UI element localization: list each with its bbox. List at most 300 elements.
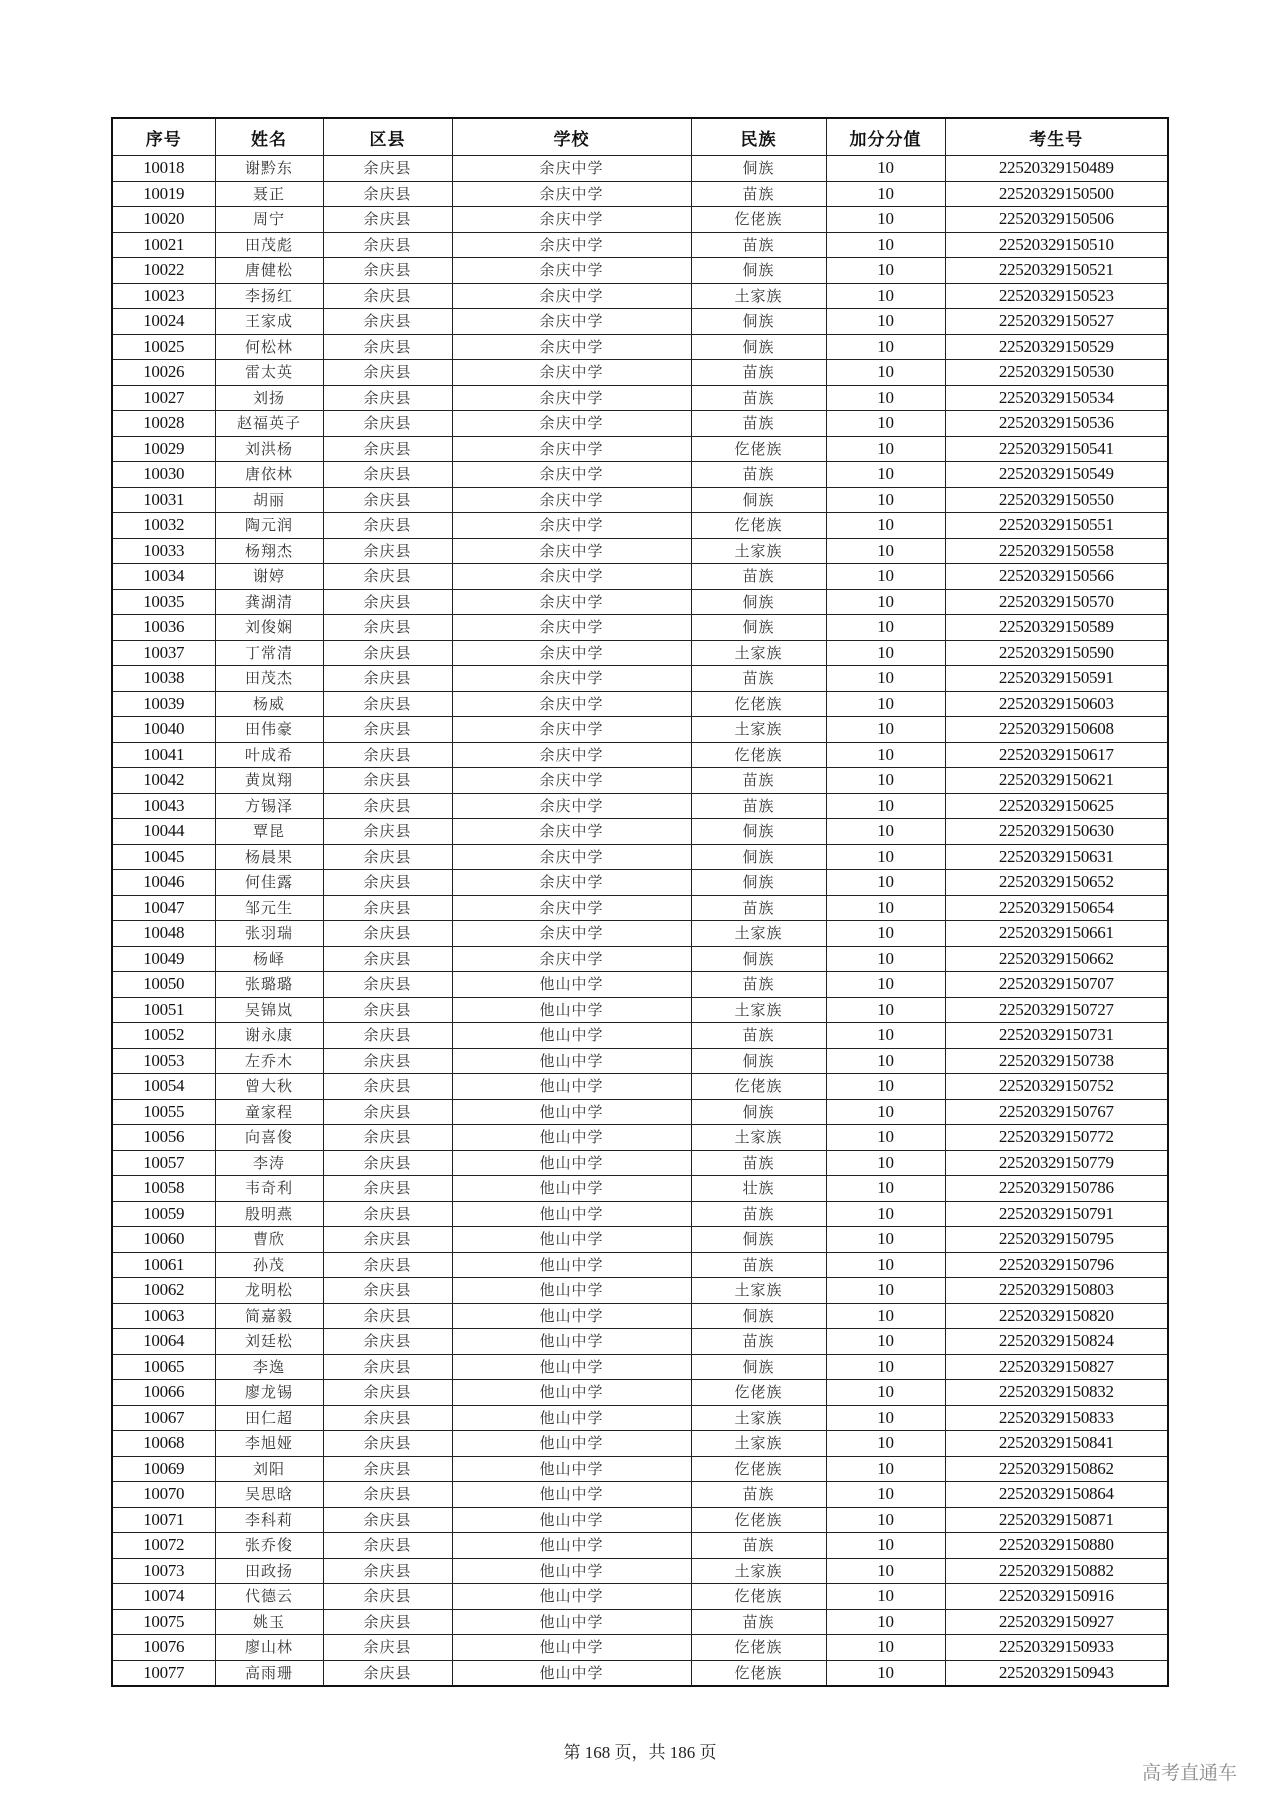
cell-name: 张璐璐: [215, 972, 323, 998]
cell-school: 余庆中学: [452, 436, 691, 462]
cell-bonus-points: 10: [826, 564, 945, 590]
header-bonus-points: 加分分值: [826, 118, 945, 156]
table-body: [112, 156, 1168, 1687]
cell-bonus-points: 10: [826, 768, 945, 794]
cell-county: 余庆县: [323, 1533, 452, 1559]
cell-ethnicity: 土家族: [691, 283, 826, 309]
table-row: [112, 1354, 1168, 1380]
cell-exam-id: 22520329150591: [945, 666, 1168, 692]
cell-name: 雷太英: [215, 360, 323, 386]
cell-name: 田茂彪: [215, 232, 323, 258]
cell-school: 他山中学: [452, 1533, 691, 1559]
cell-exam-id: 22520329150933: [945, 1635, 1168, 1661]
cell-name: 田仁超: [215, 1405, 323, 1431]
cell-name: 李科莉: [215, 1507, 323, 1533]
cell-serial: 10029: [112, 436, 215, 462]
cell-serial: 10057: [112, 1150, 215, 1176]
cell-exam-id: 22520329150796: [945, 1252, 1168, 1278]
table-row: [112, 1609, 1168, 1635]
table-row: [112, 793, 1168, 819]
cell-exam-id: 22520329150590: [945, 640, 1168, 666]
cell-bonus-points: 10: [826, 283, 945, 309]
cell-school: 余庆中学: [452, 487, 691, 513]
cell-ethnicity: 土家族: [691, 640, 826, 666]
table-row: [112, 385, 1168, 411]
cell-ethnicity: 壮族: [691, 1176, 826, 1202]
cell-name: 童家程: [215, 1099, 323, 1125]
cell-name: 陶元润: [215, 513, 323, 539]
cell-exam-id: 22520329150661: [945, 921, 1168, 947]
cell-exam-id: 22520329150882: [945, 1558, 1168, 1584]
table-row: [112, 1584, 1168, 1610]
cell-ethnicity: 侗族: [691, 819, 826, 845]
cell-serial: 10042: [112, 768, 215, 794]
cell-school: 余庆中学: [452, 258, 691, 284]
cell-name: 邹元生: [215, 895, 323, 921]
table-row: [112, 691, 1168, 717]
cell-name: 唐健松: [215, 258, 323, 284]
cell-exam-id: 22520329150549: [945, 462, 1168, 488]
cell-serial: 10019: [112, 181, 215, 207]
cell-name: 何松林: [215, 334, 323, 360]
cell-school: 他山中学: [452, 1150, 691, 1176]
cell-county: 余庆县: [323, 819, 452, 845]
cell-county: 余庆县: [323, 1380, 452, 1406]
cell-exam-id: 22520329150489: [945, 156, 1168, 182]
cell-bonus-points: 10: [826, 1456, 945, 1482]
table-row: [112, 997, 1168, 1023]
cell-bonus-points: 10: [826, 1354, 945, 1380]
cell-exam-id: 22520329150630: [945, 819, 1168, 845]
cell-county: 余庆县: [323, 334, 452, 360]
cell-county: 余庆县: [323, 1023, 452, 1049]
cell-name: 代德云: [215, 1584, 323, 1610]
cell-serial: 10054: [112, 1074, 215, 1100]
table-row: [112, 564, 1168, 590]
table-row: [112, 844, 1168, 870]
cell-name: 简嘉毅: [215, 1303, 323, 1329]
cell-school: 余庆中学: [452, 564, 691, 590]
cell-exam-id: 22520329150871: [945, 1507, 1168, 1533]
cell-ethnicity: 土家族: [691, 717, 826, 743]
table-row: [112, 1227, 1168, 1253]
cell-school: 他山中学: [452, 1431, 691, 1457]
table-row: [112, 538, 1168, 564]
cell-school: 余庆中学: [452, 283, 691, 309]
cell-exam-id: 22520329150795: [945, 1227, 1168, 1253]
table-row: [112, 1533, 1168, 1559]
cell-serial: 10031: [112, 487, 215, 513]
cell-serial: 10020: [112, 207, 215, 233]
cell-exam-id: 22520329150786: [945, 1176, 1168, 1202]
cell-exam-id: 22520329150727: [945, 997, 1168, 1023]
table-row: [112, 156, 1168, 182]
cell-serial: 10074: [112, 1584, 215, 1610]
cell-bonus-points: 10: [826, 921, 945, 947]
cell-county: 余庆县: [323, 1558, 452, 1584]
cell-school: 余庆中学: [452, 717, 691, 743]
cell-name: 廖龙锡: [215, 1380, 323, 1406]
header-exam-id: 考生号: [945, 118, 1168, 156]
cell-exam-id: 22520329150534: [945, 385, 1168, 411]
cell-serial: 10036: [112, 615, 215, 641]
cell-exam-id: 22520329150617: [945, 742, 1168, 768]
cell-school: 余庆中学: [452, 538, 691, 564]
cell-bonus-points: 10: [826, 513, 945, 539]
cell-exam-id: 22520329150500: [945, 181, 1168, 207]
cell-county: 余庆县: [323, 309, 452, 335]
table-row: [112, 258, 1168, 284]
cell-ethnicity: 侗族: [691, 615, 826, 641]
table-row: [112, 1303, 1168, 1329]
cell-serial: 10053: [112, 1048, 215, 1074]
cell-school: 他山中学: [452, 1227, 691, 1253]
cell-school: 他山中学: [452, 1074, 691, 1100]
cell-exam-id: 22520329150566: [945, 564, 1168, 590]
cell-name: 刘洪杨: [215, 436, 323, 462]
cell-school: 他山中学: [452, 1278, 691, 1304]
cell-name: 张羽瑞: [215, 921, 323, 947]
cell-ethnicity: 侗族: [691, 870, 826, 896]
cell-serial: 10063: [112, 1303, 215, 1329]
cell-serial: 10062: [112, 1278, 215, 1304]
table-row: [112, 309, 1168, 335]
cell-county: 余庆县: [323, 946, 452, 972]
cell-exam-id: 22520329150603: [945, 691, 1168, 717]
cell-county: 余庆县: [323, 921, 452, 947]
cell-bonus-points: 10: [826, 385, 945, 411]
cell-ethnicity: 侗族: [691, 946, 826, 972]
cell-serial: 10038: [112, 666, 215, 692]
cell-name: 龚湖清: [215, 589, 323, 615]
cell-bonus-points: 10: [826, 360, 945, 386]
cell-school: 余庆中学: [452, 946, 691, 972]
table-row: [112, 283, 1168, 309]
cell-name: 田伟豪: [215, 717, 323, 743]
cell-serial: 10026: [112, 360, 215, 386]
cell-exam-id: 22520329150738: [945, 1048, 1168, 1074]
cell-name: 刘阳: [215, 1456, 323, 1482]
cell-ethnicity: 土家族: [691, 921, 826, 947]
table-row: [112, 640, 1168, 666]
cell-serial: 10034: [112, 564, 215, 590]
cell-school: 他山中学: [452, 1176, 691, 1202]
cell-school: 他山中学: [452, 1584, 691, 1610]
cell-school: 他山中学: [452, 1507, 691, 1533]
cell-county: 余庆县: [323, 487, 452, 513]
cell-school: 余庆中学: [452, 411, 691, 437]
cell-ethnicity: 侗族: [691, 1227, 826, 1253]
table-row: [112, 717, 1168, 743]
cell-county: 余庆县: [323, 1635, 452, 1661]
cell-county: 余庆县: [323, 1227, 452, 1253]
cell-bonus-points: 10: [826, 538, 945, 564]
cell-bonus-points: 10: [826, 1099, 945, 1125]
cell-bonus-points: 10: [826, 1482, 945, 1508]
cell-school: 余庆中学: [452, 360, 691, 386]
cell-exam-id: 22520329150621: [945, 768, 1168, 794]
cell-bonus-points: 10: [826, 1074, 945, 1100]
cell-serial: 10069: [112, 1456, 215, 1482]
cell-county: 余庆县: [323, 691, 452, 717]
cell-school: 他山中学: [452, 1380, 691, 1406]
cell-bonus-points: 10: [826, 1023, 945, 1049]
table-row: [112, 181, 1168, 207]
table-row: [112, 436, 1168, 462]
cell-county: 余庆县: [323, 1278, 452, 1304]
cell-serial: 10046: [112, 870, 215, 896]
table-row: [112, 615, 1168, 641]
cell-bonus-points: 10: [826, 436, 945, 462]
cell-school: 他山中学: [452, 1125, 691, 1151]
cell-county: 余庆县: [323, 997, 452, 1023]
cell-ethnicity: 苗族: [691, 666, 826, 692]
cell-serial: 10033: [112, 538, 215, 564]
cell-ethnicity: 苗族: [691, 360, 826, 386]
cell-county: 余庆县: [323, 436, 452, 462]
cell-county: 余庆县: [323, 615, 452, 641]
cell-name: 叶成希: [215, 742, 323, 768]
cell-bonus-points: 10: [826, 870, 945, 896]
cell-ethnicity: 土家族: [691, 1125, 826, 1151]
cell-county: 余庆县: [323, 1482, 452, 1508]
cell-exam-id: 22520329150862: [945, 1456, 1168, 1482]
cell-ethnicity: 苗族: [691, 972, 826, 998]
cell-serial: 10055: [112, 1099, 215, 1125]
table-row: [112, 742, 1168, 768]
table-row: [112, 1329, 1168, 1355]
cell-bonus-points: 10: [826, 844, 945, 870]
table-row: [112, 1201, 1168, 1227]
cell-exam-id: 22520329150523: [945, 283, 1168, 309]
cell-county: 余庆县: [323, 640, 452, 666]
cell-name: 孙茂: [215, 1252, 323, 1278]
cell-ethnicity: 侗族: [691, 156, 826, 182]
cell-bonus-points: 10: [826, 1048, 945, 1074]
cell-serial: 10068: [112, 1431, 215, 1457]
cell-ethnicity: 苗族: [691, 768, 826, 794]
cell-ethnicity: 仡佬族: [691, 1507, 826, 1533]
cell-exam-id: 22520329150608: [945, 717, 1168, 743]
cell-serial: 10049: [112, 946, 215, 972]
cell-name: 张乔俊: [215, 1533, 323, 1559]
cell-bonus-points: 10: [826, 207, 945, 233]
cell-bonus-points: 10: [826, 972, 945, 998]
cell-name: 田政扬: [215, 1558, 323, 1584]
cell-serial: 10041: [112, 742, 215, 768]
cell-name: 胡丽: [215, 487, 323, 513]
table-row: [112, 1252, 1168, 1278]
cell-serial: 10025: [112, 334, 215, 360]
cell-name: 王家成: [215, 309, 323, 335]
cell-bonus-points: 10: [826, 1405, 945, 1431]
cell-ethnicity: 仡佬族: [691, 691, 826, 717]
cell-school: 他山中学: [452, 1456, 691, 1482]
cell-bonus-points: 10: [826, 997, 945, 1023]
cell-ethnicity: 苗族: [691, 793, 826, 819]
cell-bonus-points: 10: [826, 156, 945, 182]
cell-school: 余庆中学: [452, 742, 691, 768]
cell-bonus-points: 10: [826, 1278, 945, 1304]
cell-ethnicity: 侗族: [691, 1354, 826, 1380]
cell-county: 余庆县: [323, 513, 452, 539]
cell-county: 余庆县: [323, 1507, 452, 1533]
cell-exam-id: 22520329150625: [945, 793, 1168, 819]
cell-serial: 10037: [112, 640, 215, 666]
cell-ethnicity: 苗族: [691, 411, 826, 437]
cell-ethnicity: 苗族: [691, 462, 826, 488]
cell-name: 曹欣: [215, 1227, 323, 1253]
table-row: [112, 1125, 1168, 1151]
cell-serial: 10021: [112, 232, 215, 258]
cell-bonus-points: 10: [826, 181, 945, 207]
table-row: [112, 1380, 1168, 1406]
table-row: [112, 1150, 1168, 1176]
cell-serial: 10077: [112, 1660, 215, 1686]
cell-exam-id: 22520329150803: [945, 1278, 1168, 1304]
cell-bonus-points: 10: [826, 691, 945, 717]
cell-county: 余庆县: [323, 1048, 452, 1074]
cell-serial: 10076: [112, 1635, 215, 1661]
cell-exam-id: 22520329150707: [945, 972, 1168, 998]
table-row: [112, 921, 1168, 947]
cell-exam-id: 22520329150550: [945, 487, 1168, 513]
cell-county: 余庆县: [323, 1150, 452, 1176]
cell-serial: 10018: [112, 156, 215, 182]
cell-ethnicity: 仡佬族: [691, 1635, 826, 1661]
cell-serial: 10045: [112, 844, 215, 870]
cell-school: 余庆中学: [452, 844, 691, 870]
cell-ethnicity: 苗族: [691, 1609, 826, 1635]
cell-exam-id: 22520329150767: [945, 1099, 1168, 1125]
cell-serial: 10065: [112, 1354, 215, 1380]
cell-bonus-points: 10: [826, 1227, 945, 1253]
cell-bonus-points: 10: [826, 1431, 945, 1457]
cell-county: 余庆县: [323, 385, 452, 411]
cell-name: 覃昆: [215, 819, 323, 845]
cell-serial: 10070: [112, 1482, 215, 1508]
cell-ethnicity: 仡佬族: [691, 742, 826, 768]
cell-school: 他山中学: [452, 1660, 691, 1686]
cell-ethnicity: 土家族: [691, 1278, 826, 1304]
cell-exam-id: 22520329150510: [945, 232, 1168, 258]
cell-ethnicity: 土家族: [691, 997, 826, 1023]
cell-ethnicity: 土家族: [691, 1431, 826, 1457]
cell-school: 他山中学: [452, 1303, 691, 1329]
cell-name: 李扬红: [215, 283, 323, 309]
cell-county: 余庆县: [323, 1660, 452, 1686]
cell-school: 他山中学: [452, 972, 691, 998]
cell-county: 余庆县: [323, 895, 452, 921]
header-school: 学校: [452, 118, 691, 156]
cell-name: 何佳露: [215, 870, 323, 896]
cell-county: 余庆县: [323, 1456, 452, 1482]
cell-school: 余庆中学: [452, 309, 691, 335]
cell-bonus-points: 10: [826, 640, 945, 666]
cell-serial: 10051: [112, 997, 215, 1023]
cell-name: 谢永康: [215, 1023, 323, 1049]
cell-ethnicity: 仡佬族: [691, 436, 826, 462]
cell-ethnicity: 土家族: [691, 538, 826, 564]
cell-bonus-points: 10: [826, 232, 945, 258]
cell-county: 余庆县: [323, 1609, 452, 1635]
cell-ethnicity: 土家族: [691, 1405, 826, 1431]
cell-school: 余庆中学: [452, 895, 691, 921]
table-row: [112, 1456, 1168, 1482]
cell-school: 余庆中学: [452, 615, 691, 641]
cell-name: 杨威: [215, 691, 323, 717]
cell-ethnicity: 苗族: [691, 1150, 826, 1176]
cell-county: 余庆县: [323, 717, 452, 743]
cell-serial: 10066: [112, 1380, 215, 1406]
cell-name: 谢婷: [215, 564, 323, 590]
cell-county: 余庆县: [323, 1125, 452, 1151]
table-row: [112, 1660, 1168, 1686]
cell-ethnicity: 苗族: [691, 385, 826, 411]
cell-county: 余庆县: [323, 742, 452, 768]
cell-name: 姚玉: [215, 1609, 323, 1635]
cell-county: 余庆县: [323, 1354, 452, 1380]
cell-serial: 10059: [112, 1201, 215, 1227]
cell-name: 刘俊娴: [215, 615, 323, 641]
cell-school: 余庆中学: [452, 589, 691, 615]
table-row: [112, 1507, 1168, 1533]
cell-bonus-points: 10: [826, 1329, 945, 1355]
table-row: [112, 207, 1168, 233]
cell-ethnicity: 仡佬族: [691, 1584, 826, 1610]
cell-exam-id: 22520329150731: [945, 1023, 1168, 1049]
cell-county: 余庆县: [323, 1201, 452, 1227]
cell-exam-id: 22520329150864: [945, 1482, 1168, 1508]
cell-bonus-points: 10: [826, 717, 945, 743]
cell-school: 余庆中学: [452, 232, 691, 258]
cell-exam-id: 22520329150551: [945, 513, 1168, 539]
cell-name: 李涛: [215, 1150, 323, 1176]
header-serial: 序号: [112, 118, 215, 156]
cell-ethnicity: 土家族: [691, 1558, 826, 1584]
cell-name: 刘扬: [215, 385, 323, 411]
table-row: [112, 487, 1168, 513]
header-ethnicity: 民族: [691, 118, 826, 156]
cell-exam-id: 22520329150521: [945, 258, 1168, 284]
cell-exam-id: 22520329150833: [945, 1405, 1168, 1431]
cell-ethnicity: 仡佬族: [691, 513, 826, 539]
cell-serial: 10071: [112, 1507, 215, 1533]
cell-county: 余庆县: [323, 1252, 452, 1278]
cell-school: 他山中学: [452, 1048, 691, 1074]
cell-ethnicity: 苗族: [691, 1023, 826, 1049]
cell-serial: 10047: [112, 895, 215, 921]
table-row: [112, 768, 1168, 794]
cell-ethnicity: 仡佬族: [691, 1660, 826, 1686]
cell-name: 吴思晗: [215, 1482, 323, 1508]
cell-school: 余庆中学: [452, 385, 691, 411]
cell-school: 他山中学: [452, 1558, 691, 1584]
cell-ethnicity: 苗族: [691, 1201, 826, 1227]
table-row: [112, 589, 1168, 615]
cell-serial: 10058: [112, 1176, 215, 1202]
header-name: 姓名: [215, 118, 323, 156]
cell-name: 高雨珊: [215, 1660, 323, 1686]
table-row: [112, 1099, 1168, 1125]
cell-ethnicity: 侗族: [691, 1099, 826, 1125]
cell-ethnicity: 侗族: [691, 487, 826, 513]
table-row: [112, 360, 1168, 386]
cell-exam-id: 22520329150832: [945, 1380, 1168, 1406]
cell-school: 他山中学: [452, 1482, 691, 1508]
cell-serial: 10027: [112, 385, 215, 411]
cell-serial: 10028: [112, 411, 215, 437]
